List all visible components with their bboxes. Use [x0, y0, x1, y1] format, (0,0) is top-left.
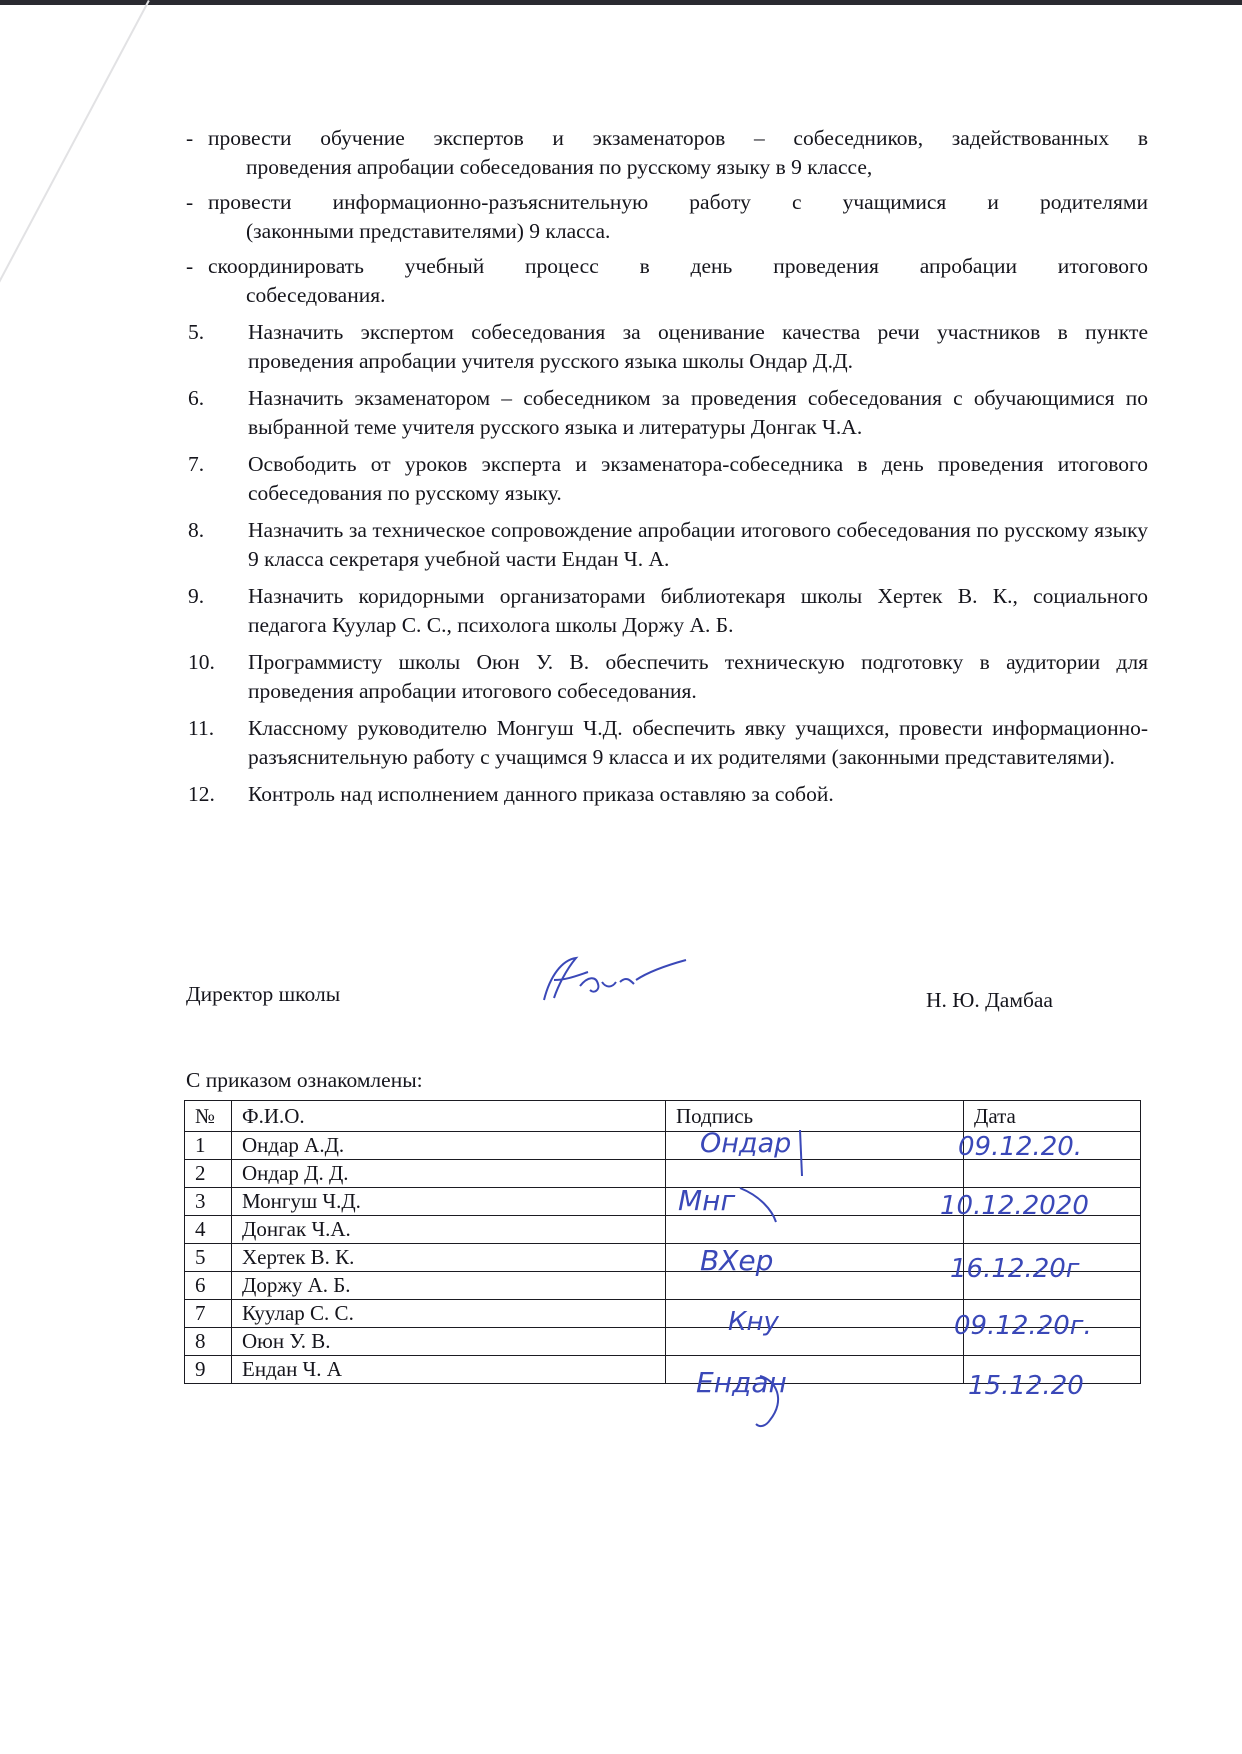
row-number: 4 [185, 1216, 232, 1244]
row-signature-cell [666, 1188, 964, 1216]
row-date-cell [964, 1272, 1141, 1300]
row-number: 8 [185, 1328, 232, 1356]
row-signature-cell [666, 1300, 964, 1328]
row-signature-cell [666, 1160, 964, 1188]
row-date-cell [964, 1188, 1141, 1216]
row-date-cell [964, 1328, 1141, 1356]
table-row [185, 1300, 1141, 1328]
row-fio: Оюн У. В. [232, 1328, 666, 1356]
item-number: 8. [188, 518, 205, 542]
bullet-line: скоординировать учебный процесс в день проведения апробации итогового [208, 254, 1148, 278]
scan-top-edge [0, 0, 1242, 5]
row-date-cell [964, 1132, 1141, 1160]
row-signature-cell [666, 1272, 964, 1300]
acknowledgement-table [184, 1100, 1141, 1384]
handwritten-date: 16.12.20г [950, 1254, 1080, 1284]
row-date-cell [964, 1216, 1141, 1244]
column-header: Подпись [666, 1101, 964, 1132]
handwritten-signature: Ендан [696, 1366, 787, 1399]
table-header-row [185, 1101, 1141, 1132]
row-date-cell [964, 1356, 1141, 1384]
list-item [186, 516, 1148, 574]
bullet-item [186, 124, 1148, 182]
row-number: 5 [185, 1244, 232, 1272]
list-item [186, 318, 1148, 376]
list-item [186, 648, 1148, 706]
list-item [186, 582, 1148, 640]
row-number: 2 [185, 1160, 232, 1188]
row-fio: Монгуш Ч.Д. [232, 1188, 666, 1216]
signatory-role: Директор школы [186, 982, 341, 1006]
bullet-line: собеседования. [246, 283, 386, 307]
row-signature-cell [666, 1216, 964, 1244]
bullet-line: провести информационно-разъяснительную работу с учащимися и родителями [208, 190, 1148, 214]
bullet-line: провести обучение экспертов и экзаменаторов – собеседников, задействованных в [208, 126, 1148, 150]
bullet-line: проведения апробации собеседования по русскому языку в 9 классе, [246, 155, 873, 179]
handwritten-date: 09.12.20г. [954, 1311, 1092, 1341]
row-fio: Куулар С. С. [232, 1300, 666, 1328]
bullet-line: (законными представителями) 9 класса. [246, 219, 611, 243]
table-row [185, 1160, 1141, 1188]
row-fio: Ондар А.Д. [232, 1132, 666, 1160]
column-header: № [185, 1101, 232, 1132]
bullet-dash: - [186, 254, 194, 278]
director-signature-icon [536, 946, 696, 1016]
table-row [185, 1132, 1141, 1160]
column-header: Ф.И.О. [232, 1101, 666, 1132]
row-number: 1 [185, 1132, 232, 1160]
row-date-cell [964, 1300, 1141, 1328]
row-fio: Хертек В. К. [232, 1244, 666, 1272]
item-text: Освободить от уроков эксперта и экзаменатора-собеседника в день проведения итогового собеседования по русскому языку. [248, 452, 1148, 505]
row-number: 9 [185, 1356, 232, 1384]
row-date-cell [964, 1160, 1141, 1188]
item-number: 11. [188, 716, 215, 740]
list-item [186, 384, 1148, 442]
handwritten-date: 09.12.20. [958, 1132, 1083, 1162]
row-fio: Ендан Ч. А [232, 1356, 666, 1384]
list-item [186, 780, 1148, 809]
row-signature-cell [666, 1132, 964, 1160]
handwritten-signature: Ондар [700, 1128, 792, 1159]
acknowledgement-heading: С приказом ознакомлены: [186, 1068, 423, 1092]
item-text: Классному руководителю Монгуш Ч.Д. обеспечить явку учащихся, провести информационно-разъяснительную работу с учащимся 9 класса и их родителями (законными представителями). [248, 716, 1148, 769]
item-text: Назначить за техническое сопровождение апробации итогового собеседования по русскому языку 9 класса секретаря учебной части Ендан Ч. А. [248, 518, 1148, 571]
item-text: Назначить экспертом собеседования за оценивание качества речи участников в пункте проведения апробации учителя русского языка школы Ондар Д.Д. [248, 320, 1148, 373]
row-fio: Донгак Ч.А. [232, 1216, 666, 1244]
row-date-cell [964, 1244, 1141, 1272]
item-number: 12. [188, 782, 215, 806]
table-row [185, 1356, 1141, 1384]
signatory-name: Н. Ю. Дамбаа [926, 988, 1053, 1012]
item-number: 9. [188, 584, 205, 608]
scan-fold-line [0, 0, 150, 372]
row-signature-cell [666, 1356, 964, 1384]
numbered-list [186, 318, 1148, 817]
handwritten-signature: Кну [728, 1307, 779, 1337]
handwritten-date: 10.12.2020 [940, 1191, 1089, 1221]
bullet-item [186, 188, 1148, 246]
item-number: 5. [188, 320, 205, 344]
bullet-dash: - [186, 190, 194, 214]
row-fio: Ондар Д. Д. [232, 1160, 666, 1188]
bullet-dash: - [186, 126, 194, 150]
table-row [185, 1328, 1141, 1356]
row-signature-cell [666, 1244, 964, 1272]
item-number: 6. [188, 386, 205, 410]
table-row [185, 1216, 1141, 1244]
table-row [185, 1272, 1141, 1300]
bullet-item [186, 252, 1148, 310]
table-row [185, 1188, 1141, 1216]
list-item [186, 714, 1148, 772]
item-text: Назначить коридорными организаторами библиотекаря школы Хертек В. К., социального педагога Куулар С. С., психолога школы Доржу А. Б. [248, 584, 1148, 637]
item-text: Программисту школы Оюн У. В. обеспечить техническую подготовку в аудитории для проведения апробации итогового собеседования. [248, 650, 1148, 703]
row-number: 3 [185, 1188, 232, 1216]
item-number: 7. [188, 452, 205, 476]
item-text: Назначить экзаменатором – собеседником за проведения собеседования с обучающимися по выбранной теме учителя русского языка и литературы Донгак Ч.А. [248, 386, 1148, 439]
column-header: Дата [964, 1101, 1141, 1132]
handwritten-signature: ВХер [700, 1244, 774, 1277]
handwritten-date: 15.12.20 [968, 1371, 1084, 1401]
row-number: 7 [185, 1300, 232, 1328]
table-row [185, 1244, 1141, 1272]
handwritten-signature: Мнг [678, 1184, 736, 1217]
row-fio: Доржу А. Б. [232, 1272, 666, 1300]
list-item [186, 450, 1148, 508]
item-text: Контроль над исполнением данного приказа оставляю за собой. [248, 782, 834, 806]
bullet-list [186, 124, 1148, 316]
row-number: 6 [185, 1272, 232, 1300]
item-number: 10. [188, 650, 215, 674]
row-signature-cell [666, 1328, 964, 1356]
